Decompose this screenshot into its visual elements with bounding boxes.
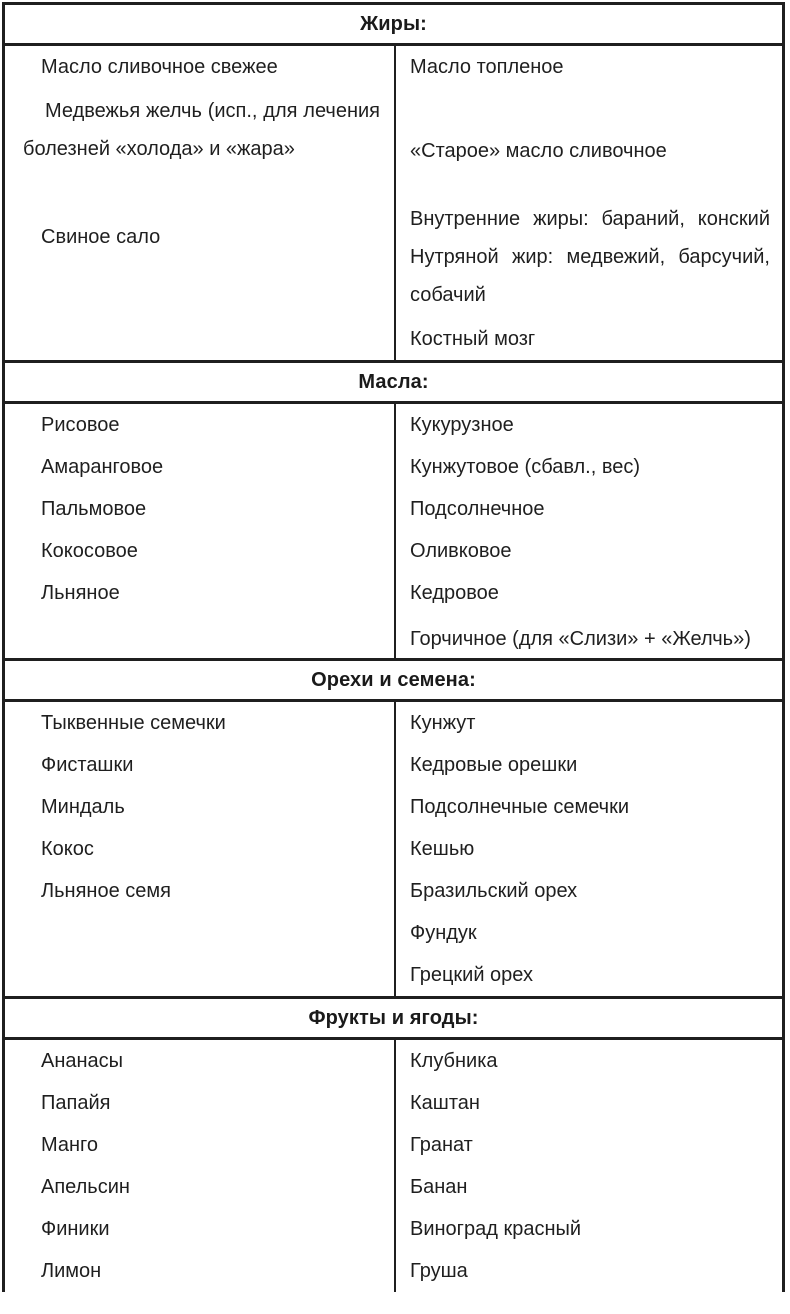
section-header-fruits-berries bbox=[5, 996, 782, 1040]
list-item: Кешью bbox=[410, 838, 475, 860]
list-item: Кедровое bbox=[410, 582, 499, 604]
section-oils bbox=[5, 360, 782, 658]
list-item: Медвежья желчь (исп., для лечения болезней «холода» и «жара» bbox=[23, 100, 380, 160]
section-header-label: Орехи и семена: bbox=[311, 669, 476, 691]
list-item: Оливковое bbox=[410, 540, 512, 562]
list-item: Кунжут bbox=[410, 712, 476, 734]
column-right-nuts-seeds bbox=[396, 702, 782, 996]
section-body-fruits-berries bbox=[5, 1040, 782, 1292]
nutrition-reference-table bbox=[2, 2, 785, 1292]
list-item: Фисташки bbox=[41, 754, 134, 776]
list-item: Льняное семя bbox=[41, 880, 171, 902]
list-item: Апельсин bbox=[41, 1176, 130, 1198]
list-item: Банан bbox=[410, 1176, 468, 1198]
list-item: Подсолнечное bbox=[410, 498, 545, 520]
list-item: Кедровые орешки bbox=[410, 754, 578, 776]
list-item: Внутренние жиры: бараний, конский Нутряной жир: медвежий, барсучий, собачий bbox=[410, 208, 770, 306]
column-left-fats bbox=[5, 46, 396, 360]
section-body-oils bbox=[5, 404, 782, 658]
list-item: Манго bbox=[41, 1134, 99, 1156]
section-fruits-berries bbox=[5, 996, 782, 1292]
list-item: Гранат bbox=[410, 1134, 473, 1156]
list-item: Финики bbox=[41, 1218, 110, 1240]
section-body-fats bbox=[5, 46, 782, 360]
column-right-oils bbox=[396, 404, 782, 658]
section-fats bbox=[5, 2, 782, 360]
section-header-label: Жиры: bbox=[360, 13, 427, 35]
section-header-oils bbox=[5, 360, 782, 404]
list-item: Горчичное (для «Слизи» + «Желчь») bbox=[410, 628, 751, 650]
list-item: Рисовое bbox=[41, 414, 120, 436]
column-right-fruits-berries bbox=[396, 1040, 782, 1292]
list-item: Грецкий орех bbox=[410, 964, 533, 986]
list-item: Папайя bbox=[41, 1092, 111, 1114]
column-left-fruits-berries bbox=[5, 1040, 396, 1292]
section-header-label: Масла: bbox=[358, 371, 429, 393]
list-item: Лимон bbox=[41, 1260, 102, 1282]
list-item: Виноград красный bbox=[410, 1218, 582, 1240]
vertical-spacer bbox=[396, 172, 782, 200]
list-item: Миндаль bbox=[41, 796, 125, 818]
list-item: Пальмовое bbox=[41, 498, 147, 520]
list-item: Клубника bbox=[410, 1050, 498, 1072]
list-item: Костный мозг bbox=[410, 328, 536, 350]
list-item: Амаранговое bbox=[41, 456, 164, 478]
list-item: Кукурузное bbox=[410, 414, 514, 436]
list-item: Подсолнечные семечки bbox=[410, 796, 630, 818]
section-header-fats bbox=[5, 2, 782, 46]
list-item: Свиное сало bbox=[41, 226, 161, 248]
column-right-fats bbox=[396, 46, 782, 360]
list-item: Льняное bbox=[41, 582, 120, 604]
column-left-oils bbox=[5, 404, 396, 658]
section-body-nuts-seeds bbox=[5, 702, 782, 996]
section-header-nuts-seeds bbox=[5, 658, 782, 702]
vertical-spacer bbox=[396, 88, 782, 130]
list-item: Масло сливочное свежее bbox=[41, 56, 278, 78]
section-nuts-seeds bbox=[5, 658, 782, 996]
section-header-label: Фрукты и ягоды: bbox=[308, 1007, 479, 1029]
list-item: Кокос bbox=[41, 838, 94, 860]
list-item: Кунжутовое (сбавл., вес) bbox=[410, 456, 641, 478]
list-item: Фундук bbox=[410, 922, 477, 944]
list-item: Кокосовое bbox=[41, 540, 138, 562]
list-item: Каштан bbox=[410, 1092, 480, 1114]
vertical-spacer bbox=[5, 168, 394, 216]
list-item: Груша bbox=[410, 1260, 468, 1282]
list-item: Тыквенные семечки bbox=[41, 712, 226, 734]
list-item: «Старое» масло сливочное bbox=[410, 140, 667, 162]
list-item: Бразильский орех bbox=[410, 880, 578, 902]
column-left-nuts-seeds bbox=[5, 702, 396, 996]
list-item: Масло топленое bbox=[410, 56, 564, 78]
list-item: Ананасы bbox=[41, 1050, 124, 1072]
